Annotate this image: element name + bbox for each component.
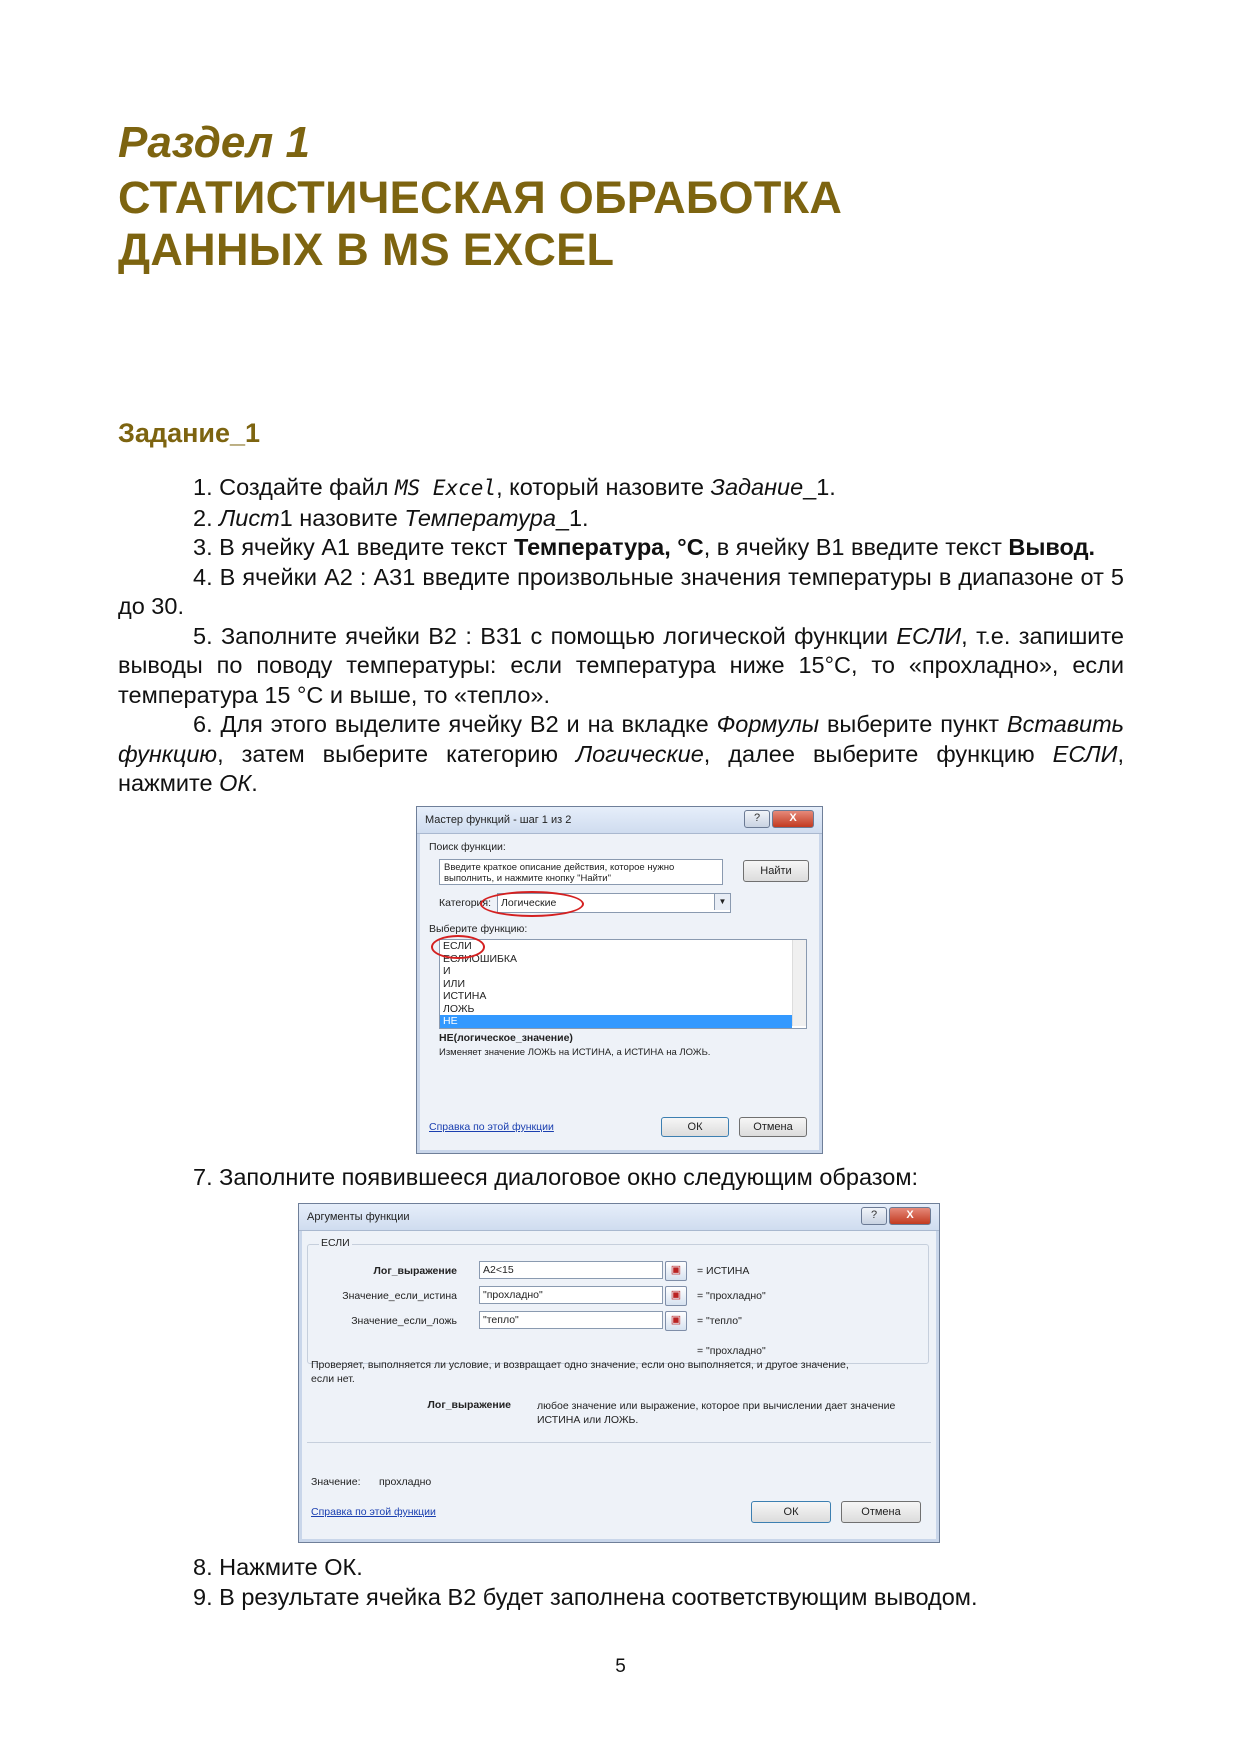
overall-result: = "прохладно" <box>697 1345 766 1357</box>
collapse-dialog-icon[interactable]: ▣ <box>665 1286 687 1306</box>
help-link[interactable]: Справка по этой функции <box>311 1506 436 1518</box>
highlight-circle <box>431 935 485 959</box>
divider <box>307 1442 931 1443</box>
collapse-dialog-icon[interactable]: ▣ <box>665 1261 687 1281</box>
category-label: Категория: <box>439 897 492 909</box>
step-3: 3. В ячейку А1 введите текст Температура, °С, в ячейку В1 введите текст Вывод. <box>193 534 1096 560</box>
step-9: 9. В результате ячейка В2 будет заполнена соответствующим выводом. <box>193 1583 978 1610</box>
highlight-circle <box>480 891 584 917</box>
function-description: Проверяет, выполняется ли условие, и возвращает одно значение, если оно выполняется, и другое значение, если нет. <box>311 1359 849 1385</box>
list-item[interactable]: ЕСЛИ <box>443 940 472 952</box>
steps-block <box>118 473 1124 799</box>
page-number: 5 <box>615 1656 626 1677</box>
dialog-title: Аргументы функции <box>307 1211 410 1223</box>
function-signature: НЕ(логическое_значение) <box>439 1032 573 1044</box>
list-item[interactable]: ИСТИНА <box>443 990 487 1002</box>
collapse-dialog-icon[interactable]: ▣ <box>665 1311 687 1331</box>
search-input[interactable]: Введите краткое описание действия, которое нужно выполнить, и нажмите кнопку "Найти" <box>439 859 723 885</box>
scrollbar[interactable] <box>792 940 806 1026</box>
ok-button[interactable]: ОК <box>661 1117 729 1137</box>
step-7-block <box>118 1163 1124 1193</box>
value-label: Значение: <box>311 1476 361 1488</box>
arg-input[interactable]: A2<15 <box>479 1261 663 1279</box>
list-item[interactable]: ЕСЛИОШИБКА <box>443 952 518 965</box>
help-icon[interactable]: ? <box>744 810 770 828</box>
cancel-button[interactable]: Отмена <box>841 1501 921 1523</box>
arg-label: Значение_если_ложь <box>351 1315 457 1327</box>
arg-result: = "тепло" <box>697 1315 742 1327</box>
list-item[interactable]: ИЛИ <box>443 977 465 990</box>
step-1: 1. Создайте файл MS Excel, который назовите Задание_1. <box>193 474 836 500</box>
step-4: 4. В ячейки А2 : А31 введите произвольные значения температуры в диапазоне от 5 до 30. <box>118 563 1124 619</box>
arg-label: Значение_если_истина <box>342 1290 457 1302</box>
step-5: 5. Заполните ячейки В2 : В31 с помощью логической функции ЕСЛИ, т.е. запишите выводы по поводу температуры: если температура ниже 15°С, то «прохладно», если температура 15 °С и выше, то «тепло». <box>118 622 1125 708</box>
help-icon[interactable]: ? <box>861 1207 887 1225</box>
function-name: ЕСЛИ <box>321 1237 350 1249</box>
ok-button[interactable]: ОК <box>751 1501 831 1523</box>
arg-result: = "прохладно" <box>697 1290 766 1302</box>
help-link[interactable]: Справка по этой функции <box>429 1121 554 1133</box>
final-steps-block <box>118 1553 1124 1612</box>
function-arguments-dialog <box>298 1203 940 1543</box>
dialog-titlebar <box>299 1204 939 1231</box>
arg-input[interactable]: "тепло" <box>479 1311 663 1329</box>
list-item[interactable]: ЛОЖЬ <box>443 1002 475 1015</box>
task-title: Задание_1 <box>118 418 261 448</box>
search-label: Поиск функции: <box>429 841 506 853</box>
step-2: 2. Лист1 назовите Температура_1. <box>193 504 589 531</box>
step-8: 8. Нажмите ОК. <box>193 1554 363 1580</box>
select-function-label: Выберите функцию: <box>429 923 528 935</box>
arg-input[interactable]: "прохладно" <box>479 1286 663 1304</box>
arg-label: Лог_выражение <box>373 1265 457 1277</box>
list-item[interactable]: И <box>443 965 451 977</box>
close-icon[interactable]: X <box>889 1207 931 1225</box>
function-description: Изменяет значение ЛОЖЬ на ИСТИНА, а ИСТИНА на ЛОЖЬ. <box>439 1047 711 1058</box>
dialog-titlebar <box>417 807 822 834</box>
function-list[interactable] <box>439 939 807 1029</box>
section-heading: Раздел 1 <box>118 118 310 167</box>
category-value: Логические <box>501 897 557 909</box>
chevron-down-icon[interactable]: ▼ <box>714 894 730 910</box>
chapter-title-line1: СТАТИСТИЧЕСКАЯ ОБРАБОТКА <box>118 172 843 223</box>
current-arg-description: любое значение или выражение, которое при вычислении дает значение ИСТИНА или ЛОЖЬ. <box>537 1400 896 1426</box>
arg-result: = ИСТИНА <box>697 1265 750 1277</box>
current-arg-name: Лог_выражение <box>427 1399 511 1411</box>
cancel-button[interactable]: Отмена <box>739 1117 807 1137</box>
chapter-title-line2: ДАННЫХ В MS EXCEL <box>118 224 615 275</box>
function-wizard-dialog <box>416 806 823 1154</box>
step-6: 6. Для этого выделите ячейку В2 и на вкладке Формулы выберите пункт Вставить функцию, затем выберите категорию Логические, далее выберите функцию ЕСЛИ, нажмите ОК. <box>118 711 1124 796</box>
list-item-selected[interactable]: НЕ <box>440 1015 792 1028</box>
close-icon[interactable]: X <box>772 810 814 828</box>
value-display: прохладно <box>379 1476 432 1488</box>
find-button[interactable]: Найти <box>743 860 809 882</box>
step-7: 7. Заполните появившееся диалоговое окно следующим образом: <box>193 1164 919 1190</box>
dialog-title: Мастер функций - шаг 1 из 2 <box>425 814 572 826</box>
